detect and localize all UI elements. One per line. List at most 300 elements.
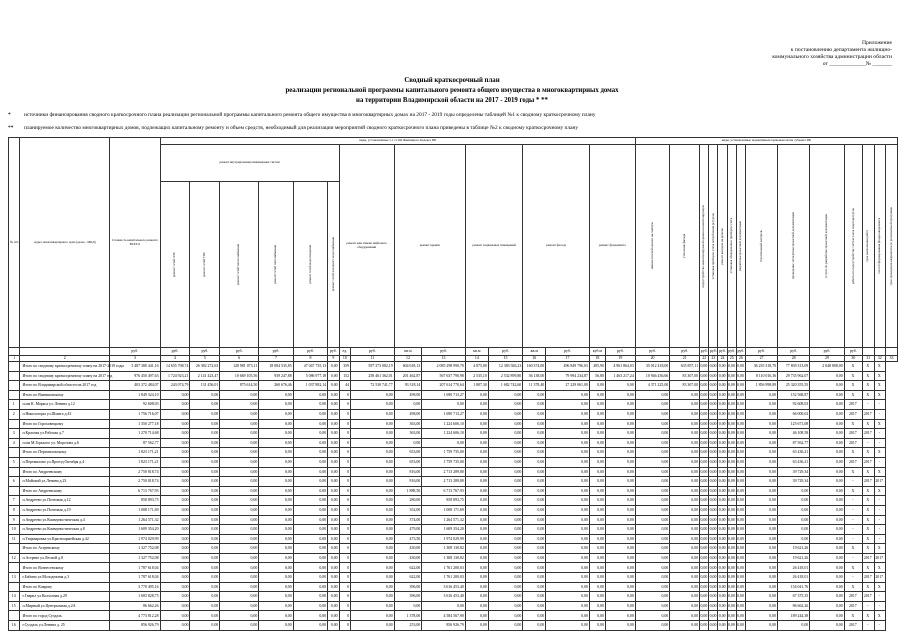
table-cell: 0,00 [160,621,190,631]
table-cell: - [874,515,885,525]
table-cell: 1 224 606,10 [422,429,466,439]
col-b1: замена плоской кровли на скатную [635,145,669,348]
table-cell: 0,00 [700,505,709,515]
table-cell: 0,00 [736,496,745,506]
table-cell: 0,00 [160,563,190,573]
table-cell: 0,00 [293,409,327,419]
table-cell: 856 926,79 [110,621,161,631]
col-total-cost: Стоимость капитального ремонта ВСЕГО [110,138,161,348]
table-cell: 2017 [844,409,862,419]
table-cell: - [844,525,862,535]
table-cell: 0,00 [190,457,220,467]
table-cell: 0,00 [745,611,777,621]
table-cell: п.Перемилово ул.Проезд Октября д.4 [20,457,110,467]
unit-cell: куб.м [589,348,605,356]
table-cell: 0,00 [718,438,727,448]
table-cell: 0,00 [546,505,590,515]
title-line: на территории Владимирской области на 2017 - 2019 годы * ** [356,97,548,104]
table-cell: 816,00 [394,477,422,487]
table-cell: 0,00 [700,438,709,448]
table-cell: Итого по Вознесенскому [20,563,110,573]
table-cell: 0,00 [160,457,190,467]
col-b3: переустройство невентилируемой крыши на вентилируемую [700,145,709,348]
table-cell: 0,00 [670,515,700,525]
table-cell: 0,00 [220,525,259,535]
col-tvs: ремонт сетей ТВС [190,182,220,348]
table-cell: - [874,525,885,535]
table-cell: 0,00 [465,573,488,583]
table-cell: 2 750 818,74 [110,477,161,487]
table-cell: 0,00 [546,448,590,458]
table-body [9,362,898,631]
table-cell: 0,00 [488,601,522,611]
table-cell: 0,00 [635,592,669,602]
table-cell: 396,00 [394,592,422,602]
table-cell: 0,00 [709,467,718,477]
table-cell: 0,00 [220,438,259,448]
unit-cell: кв.м [465,348,488,356]
unit-cell: руб. [727,348,736,356]
table-cell: 0,00 [709,381,718,391]
table-cell: X [874,582,885,592]
table-cell: 243 074,79 [160,381,190,391]
table-cell: 0,00 [635,534,669,544]
table-cell: 0,00 [190,611,220,621]
table-cell [9,371,20,381]
table-cell: X [874,611,885,621]
table-cell: 0,00 [160,505,190,515]
table-cell: - [863,601,874,611]
table-cell: Итого по Асеревскому [20,544,110,554]
table-cell: 0,00 [736,438,745,448]
table-cell: 1 974 029,99 [110,534,161,544]
table-cell: X [863,362,874,372]
table-cell: Итого по Перемиловскому [20,448,110,458]
table-cell: - [874,409,885,419]
table-cell: Итого по Коврову [20,582,110,592]
table-cell: 0,00 [736,467,745,477]
table-cell: 0,00 [546,525,590,535]
table-cell: 0,00 [727,371,736,381]
table-cell: 0,00 [546,611,590,621]
table-cell: 0,00 [745,438,777,448]
unit-cell: руб. [190,348,220,356]
table-cell: 0,00 [523,553,546,563]
col-b6: установка общедомовых приборов учета [727,145,736,348]
table-cell: 0,00 [160,573,190,583]
table-row [9,534,898,544]
table-cell: 0,00 [670,448,700,458]
table-cell: 0 [339,448,350,458]
table-cell: 498,00 [394,409,422,419]
table-cell: 2017 [844,601,862,611]
table-cell: 0,00 [709,621,718,631]
subtotal-row [9,371,898,381]
table-row [9,621,898,631]
table-cell [9,381,20,391]
table-cell: 0 [339,477,350,487]
unit-cell: ед. [339,348,350,356]
table-cell: 0,00 [709,515,718,525]
table-cell: 0,00 [727,409,736,419]
table-cell: 0,00 [351,611,395,621]
table-cell: 0,00 [635,582,669,592]
table-cell: 2017 [863,592,874,602]
column-number-cell: 25 [727,356,736,362]
table-cell: 0,00 [465,496,488,506]
table-cell: 0,00 [700,486,709,496]
table-cell: 2017 [844,457,862,467]
table-cell: 3 770 495,16 [110,582,161,592]
table-cell: 0,00 [670,496,700,506]
table-cell: 0,00 [718,553,727,563]
table-cell: 1 378,00 [394,611,422,621]
column-number-cell: 22 [700,356,709,362]
table-cell: 0,00 [727,505,736,515]
table-cell: 0,00 [351,448,395,458]
table-cell: 0,00 [351,457,395,467]
table-cell: 0,00 [523,525,546,535]
unit-cell [874,348,885,356]
table-cell: 0,00 [351,621,395,631]
table-cell: 0,00 [670,601,700,611]
table-cell: 0,00 [160,409,190,419]
table-cell: 0,00 [351,553,395,563]
table-cell: 0,00 [351,496,395,506]
table-cell: - [874,592,885,602]
table-cell: X [874,467,885,477]
table-cell: 4 584 567,90 [422,611,466,621]
table-cell: 0,00 [328,592,339,602]
col-address: Адрес многоквартирного дома (далее - МКД) [20,138,110,348]
table-cell: Итого по Гороховецкому [20,419,110,429]
table-cell: 0,00 [160,438,190,448]
table-cell: 0,00 [736,477,745,487]
table-cell: 0,00 [709,486,718,496]
table-cell: 0,00 [589,525,605,535]
table-cell: 0,00 [635,390,669,400]
table-cell: 0,00 [220,477,259,487]
table-cell: 2 713 289,80 [422,477,466,487]
table-cell: 0,00 [190,525,220,535]
table-cell: 0,00 [259,573,293,583]
table-cell: 0 [339,409,350,419]
table-cell: 1 974 029,99 [422,534,466,544]
table-row [9,429,898,439]
table-cell: - [844,515,862,525]
table-cell: 0,00 [727,534,736,544]
table-cell: 0,00 [465,582,488,592]
group-housing-code: виды, установленные ч.1 ст.166 Жилищного Кодекса РФ [160,138,635,145]
table-cell: 0,00 [190,505,220,515]
table-cell: 92 608,03 [778,400,810,410]
table-cell: г.Суздаль ул.Ленина д. 25 [20,621,110,631]
table-cell: 0,00 [190,582,220,592]
table-row [9,592,898,602]
table-cell: 2017 [874,573,885,583]
column-number-cell: 14 [465,356,488,362]
table-cell: 0,00 [605,525,635,535]
table-cell: 0,00 [546,496,590,506]
table-cell: 27 229 061,00 [546,381,590,391]
table-cell: 0,00 [589,400,605,410]
table-cell: 363,00 [394,419,422,429]
table-cell: 125 671,08 [778,419,810,429]
table-cell: 0,00 [810,553,844,563]
table-cell: 1 682 742,60 [488,381,522,391]
table-cell: 0,00 [810,534,844,544]
table-cell: 0,00 [259,621,293,631]
table-cell: 0,00 [745,563,777,573]
table-cell: 0,00 [736,534,745,544]
table-cell: 0,00 [745,448,777,458]
table-cell: 0,00 [709,592,718,602]
table-cell: 479,00 [394,525,422,535]
table-cell: 0,00 [160,486,190,496]
table-cell: 374,00 [394,515,422,525]
table-cell: 0,00 [670,573,700,583]
table-cell: 0,00 [745,505,777,515]
table-cell: 14 655 708,74 [160,362,190,372]
appendix-line: Приложение [861,40,892,46]
table-cell: X [863,486,874,496]
table-cell: 0,00 [293,419,327,429]
table-cell: - [844,477,862,487]
table-cell: 0,00 [709,371,718,381]
table-cell: 363,00 [394,429,422,439]
table-cell: 0,00 [488,400,522,410]
table-cell: 1 264 571,32 [422,515,466,525]
table-cell: п.Асерево ул.Лесной д.8 [20,553,110,563]
table-cell: 0,00 [422,438,466,448]
table-cell: 858 893,75 [422,496,466,506]
table-cell: 0,00 [220,611,259,621]
table-cell: 36 138,00 [523,371,546,381]
table-cell: Итого по Вязниковскому [20,390,110,400]
table-cell: 0,00 [635,525,669,535]
table-cell: 0,00 [736,457,745,467]
table-cell: 0,00 [727,429,736,439]
table-cell: 0,00 [422,601,466,611]
table-cell: 0,00 [589,505,605,515]
table-cell: 0,00 [259,534,293,544]
table-cell: X [863,534,874,544]
table-cell: 46 108,58 [778,429,810,439]
plan-table [8,137,898,631]
subtotal-row [9,544,898,554]
table-cell: 0,00 [190,515,220,525]
subtotal-row [9,467,898,477]
table-cell: 0 [339,457,350,467]
table-cell: 0,00 [810,457,844,467]
table-cell: 0,00 [700,515,709,525]
table-cell: X [844,563,862,573]
table-cell [9,563,20,573]
column-number-cell: 3 [110,356,161,362]
table-cell: 0,00 [351,573,395,583]
table-cell: 0,00 [745,429,777,439]
table-cell: 352,00 [394,505,422,515]
column-number-cell: 26 [736,356,745,362]
unit-cell: руб. [220,348,259,356]
table-cell: 0,00 [293,534,327,544]
table-cell: 0,00 [488,390,522,400]
table-cell: 0,00 [700,601,709,611]
table-cell: 0,00 [328,457,339,467]
table-cell: 0,00 [718,381,727,391]
table-cell: 0 [339,592,350,602]
column-number-cell: 23 [709,356,718,362]
table-cell: 0,00 [670,409,700,419]
table-cell: 0,00 [700,496,709,506]
table-cell: 2017 [863,457,874,467]
table-cell: 0,00 [670,457,700,467]
table-cell: 0,00 [589,544,605,554]
table-cell: 0,00 [778,621,810,631]
table-cell: 2017 [863,553,874,563]
table-cell: 0,00 [546,390,590,400]
table-cell: 0,00 [709,534,718,544]
table-cell: 0,00 [718,525,727,535]
table-cell: 1 823 171,21 [110,448,161,458]
unit-cell: руб. [328,348,339,356]
table-cell: - [844,553,862,563]
table-cell: 0,00 [351,515,395,525]
table-cell: 154 041,76 [778,582,810,592]
table-cell: 0,00 [293,390,327,400]
table-cell: 0,00 [700,467,709,477]
table-cell [9,390,20,400]
table-cell: - [863,621,874,631]
table-cell: 0,00 [523,515,546,525]
table-cell: 253,00 [394,621,422,631]
table-cell: 0,00 [727,592,736,602]
table-cell: 0,00 [810,429,844,439]
table-cell: 0,00 [670,544,700,554]
table-cell: - [844,573,862,583]
table-cell: 0,00 [605,505,635,515]
table-cell: 0,00 [394,400,422,410]
table-cell: 0,00 [220,534,259,544]
table-cell: 0,00 [546,544,590,554]
table-cell: 0,00 [727,582,736,592]
table-cell: 0,00 [589,409,605,419]
table-cell: 35 012 418,00 [635,362,669,372]
table-cell: 0,00 [635,457,669,467]
table-cell: 2017 [844,438,862,448]
table-cell: 0,00 [465,419,488,429]
table-cell: X [863,419,874,429]
table-cell: 4 875,00 [465,362,488,372]
table-cell: 0 [339,611,350,621]
units-row [9,348,898,356]
table-cell: 0,00 [190,390,220,400]
table-cell: 0,00 [605,381,635,391]
table-cell: 0,00 [727,381,736,391]
column-number-cell: 31 [863,356,874,362]
table-cell: 0,00 [709,525,718,535]
table-cell: 0,00 [523,573,546,583]
table-cell: 0,00 [546,438,590,448]
table-cell: 0,00 [523,563,546,573]
col-hot: ремонт сетей теплоснабжения [220,182,259,348]
unit-cell: руб. [546,348,590,356]
table-cell: 473,50 [394,534,422,544]
table-cell: 0,00 [589,582,605,592]
table-cell: 0,00 [328,371,339,381]
table-cell: 653,00 [394,457,422,467]
column-number-cell: 11 [351,356,395,362]
table-cell: 0,00 [523,582,546,592]
table-cell: 622,00 [394,563,422,573]
table-cell: X [874,448,885,458]
table-cell: 1 787 618,04 [110,573,161,583]
table-cell: 0,00 [259,611,293,621]
table-cell: 0,00 [220,505,259,515]
table-cell: 0,00 [259,429,293,439]
table-cell: 430,00 [394,553,422,563]
table-cell: 152 [339,371,350,381]
table-cell: - [874,534,885,544]
col-b12: срок выполнения работ [863,145,874,348]
table-cell: 0,00 [810,505,844,515]
table-cell: 77 839 313,09 [778,362,810,372]
table-cell: 0,00 [220,515,259,525]
table-cell: 5 086 977,18 [293,371,327,381]
table-cell: 0,00 [523,534,546,544]
table-cell: 0,00 [488,438,522,448]
table-cell: 0,00 [465,553,488,563]
table-cell: 0,00 [700,592,709,602]
table-cell: 2017 [863,429,874,439]
table-cell: 0,00 [351,467,395,477]
table-cell: 0,00 [220,467,259,477]
table-cell: 0,00 [465,515,488,525]
table-cell: 0,00 [546,601,590,611]
table-cell: 0,00 [220,496,259,506]
table-cell: 0,00 [605,592,635,602]
table-cell: 0,00 [160,390,190,400]
table-cell: 0,00 [488,486,522,496]
col-foundation: ремонт фундамента [589,145,635,348]
table-cell: 0,00 [293,457,327,467]
table-cell: 0,00 [727,515,736,525]
table-cell: 2017 [844,592,862,602]
col-b2: утепление фасада [670,145,700,348]
table-cell: 567 637 790,98 [422,371,466,381]
table-cell: 0,00 [546,553,590,563]
table-cell: 0,00 [589,563,605,573]
table-cell: 0,00 [736,486,745,496]
table-cell: 0,00 [727,553,736,563]
table-cell: X [863,390,874,400]
table-cell: 0,00 [546,429,590,439]
table-cell: 4 371 225,00 [635,381,669,391]
table-cell: 0,00 [259,505,293,515]
table-cell: 79 994 234,87 [546,371,590,381]
table-cell: 0,00 [718,505,727,515]
table-cell: 0,00 [736,429,745,439]
table-cell: 0,00 [745,515,777,525]
table-cell: 0,00 [736,563,745,573]
table-cell: 0,00 [190,409,220,419]
table-cell: 0,00 [709,390,718,400]
table-cell: 0,00 [810,563,844,573]
column-number-cell: 30 [844,356,862,362]
table-cell: 4 961 864,03 [605,362,635,372]
table-cell: 5 487 380 441,16 [110,362,161,372]
table-cell: 0,00 [465,505,488,515]
